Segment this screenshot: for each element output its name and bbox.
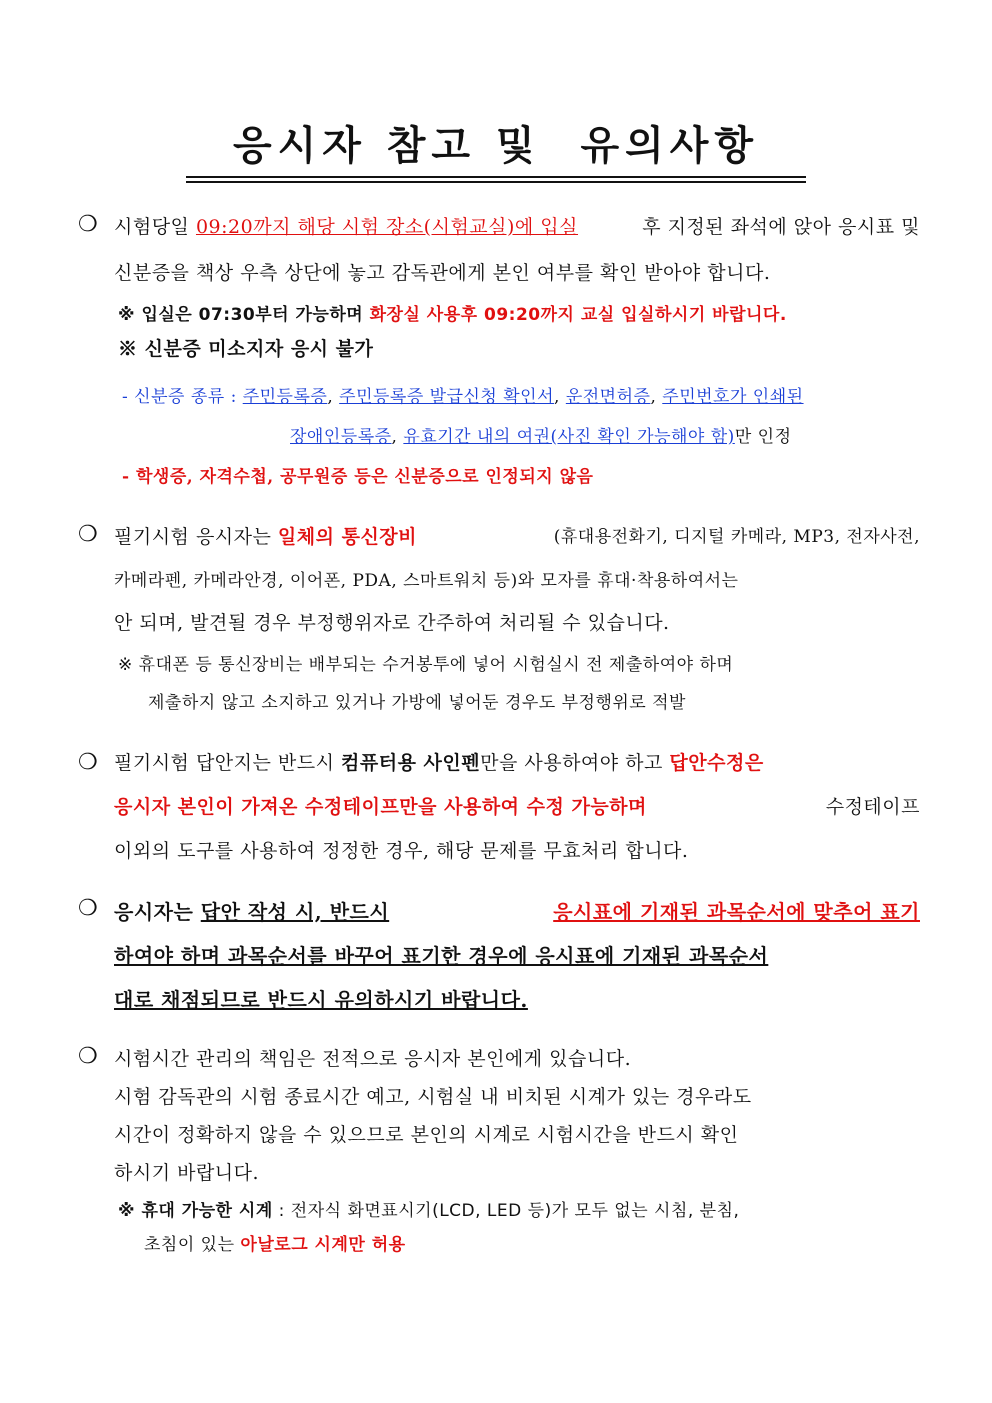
bullet-icon: ❍ xyxy=(78,522,98,547)
section-3-line-1 xyxy=(114,748,920,775)
watch-label: ※ 휴대 가능한 시계 xyxy=(118,1201,273,1221)
bullet-icon: ❍ xyxy=(78,896,98,921)
entry-deadline-text: 09:20까지 해당 시험 장소(시험교실)에 입실 xyxy=(195,216,579,238)
device-note-1: ※ 휴대폰 등 통신장비는 배부되는 수거봉투에 넣어 시험실시 전 제출하여야 하며 xyxy=(118,655,734,675)
id-types-line-1 xyxy=(122,382,804,407)
section-1-line-1 xyxy=(114,212,920,239)
text: - 신분증 종류 : xyxy=(122,387,243,407)
correction-text: 답안수정은 xyxy=(669,752,764,774)
text: (휴대용전화기, 디지털 카메라, MP3, 전자사전, xyxy=(553,527,920,547)
section-3-line-3: 이외의 도구를 사용하여 정정한 경우, 해당 문제를 무효처리 합니다. xyxy=(114,840,689,862)
entry-note xyxy=(118,300,787,325)
subject-order-text: 응시표에 기재된 과목순서에 맞추어 표기 xyxy=(553,900,920,924)
bullet-icon: ❍ xyxy=(78,1044,98,1069)
section-2-line-2: 카메라펜, 카메라안경, 이어폰, PDA, 스마트워치 등)와 모자를 휴대·착용하여서는 xyxy=(114,571,739,591)
section-5-line-2: 시험 감독관의 시험 종료시간 예고, 시험실 내 비치된 시계가 있는 경우라도 xyxy=(114,1086,752,1108)
section-5-line-1: 시험시간 관리의 책임은 전적으로 응시자 본인에게 있습니다. xyxy=(114,1048,632,1070)
bullet-icon: ❍ xyxy=(78,212,98,237)
invalid-id-note: - 학생증, 자격수첩, 공무원증 등은 신분증으로 인정되지 않음 xyxy=(122,467,594,487)
text: 초침이 있는 xyxy=(144,1235,241,1255)
no-id-note: ※ 신분증 미소지자 응시 불가 xyxy=(118,338,374,360)
text: 만 인정 xyxy=(734,427,792,447)
text: 수정테이프 xyxy=(825,796,920,818)
text: , xyxy=(650,387,663,407)
text: , xyxy=(391,427,404,447)
title-underline-bottom xyxy=(186,181,806,183)
id-types-line-2 xyxy=(290,422,792,447)
id-type: 주민등록증 발급신청 확인서 xyxy=(339,387,555,407)
correction-tape-text: 응시자 본인이 가져온 수정테이프만을 사용하여 수정 가능하며 xyxy=(114,796,647,818)
text: , xyxy=(554,387,566,407)
restroom-note: 화장실 사용후 09:20까지 교실 입실하시기 바랍니다. xyxy=(369,305,787,325)
watch-note-2 xyxy=(144,1230,406,1255)
section-4-line-2: 하여야 하며 과목순서를 바꾸어 표기한 경우에 응시표에 기재된 과목순서 xyxy=(114,944,769,968)
text: 답안 작성 시, 반드시 xyxy=(200,900,390,924)
section-5-line-4: 하시기 바랍니다. xyxy=(114,1162,260,1184)
watch-note-1 xyxy=(118,1196,739,1221)
text: 후 지정된 좌석에 앉아 응시표 및 xyxy=(642,216,920,238)
bullet-icon: ❍ xyxy=(78,750,98,775)
section-3-line-2 xyxy=(114,792,920,819)
text: 필기시험 응시자는 xyxy=(114,526,278,548)
section-5-line-3: 시간이 정확하지 않을 수 있으므로 본인의 시계로 시험시간을 반드시 확인 xyxy=(114,1124,739,1146)
title-block xyxy=(186,118,806,182)
id-type: 운전면허증 xyxy=(565,387,651,407)
section-1-line-2: 신분증을 책상 우측 상단에 놓고 감독관에게 본인 여부를 확인 받아야 합니다. xyxy=(114,262,771,284)
page-title: 응시자 참고 및 유의사항 xyxy=(232,123,760,169)
text: : 전자식 화면표시기(LCD, LED 등)가 모두 없는 시침, 분침, xyxy=(272,1201,740,1221)
section-2-line-1 xyxy=(114,522,920,549)
sign-pen-text: 컴퓨터용 사인펜 xyxy=(341,752,481,774)
section-2-line-3: 안 되며, 발견될 경우 부정행위자로 간주하여 처리될 수 있습니다. xyxy=(114,612,670,634)
section-4-line-3: 대로 채점되므로 반드시 유의하시기 바랍니다. xyxy=(114,988,528,1012)
device-note-2: 제출하지 않고 소지하고 있거나 가방에 넣어둔 경우도 부정행위로 적발 xyxy=(148,693,686,713)
text: , xyxy=(327,387,340,407)
text: 만을 사용하여야 하고 xyxy=(480,752,670,774)
devices-text: 일체의 통신장비 xyxy=(277,526,418,548)
text: ※ 입실은 07:30부터 가능하며 xyxy=(118,305,370,325)
id-type: 유효기간 내의 여권(사진 확인 가능해야 함) xyxy=(403,427,735,447)
id-type: 주민등록증 xyxy=(242,387,328,407)
id-type: 장애인등록증 xyxy=(290,427,392,447)
section-4-line-1 xyxy=(114,896,920,925)
text: 필기시험 답안지는 반드시 xyxy=(114,752,342,774)
text: 응시자는 xyxy=(114,900,201,924)
analog-watch-text: 아날로그 시계만 허용 xyxy=(240,1235,406,1255)
text: 시험당일 xyxy=(114,216,196,238)
id-type: 주민번호가 인쇄된 xyxy=(662,387,804,407)
title-underline-top xyxy=(186,176,806,178)
